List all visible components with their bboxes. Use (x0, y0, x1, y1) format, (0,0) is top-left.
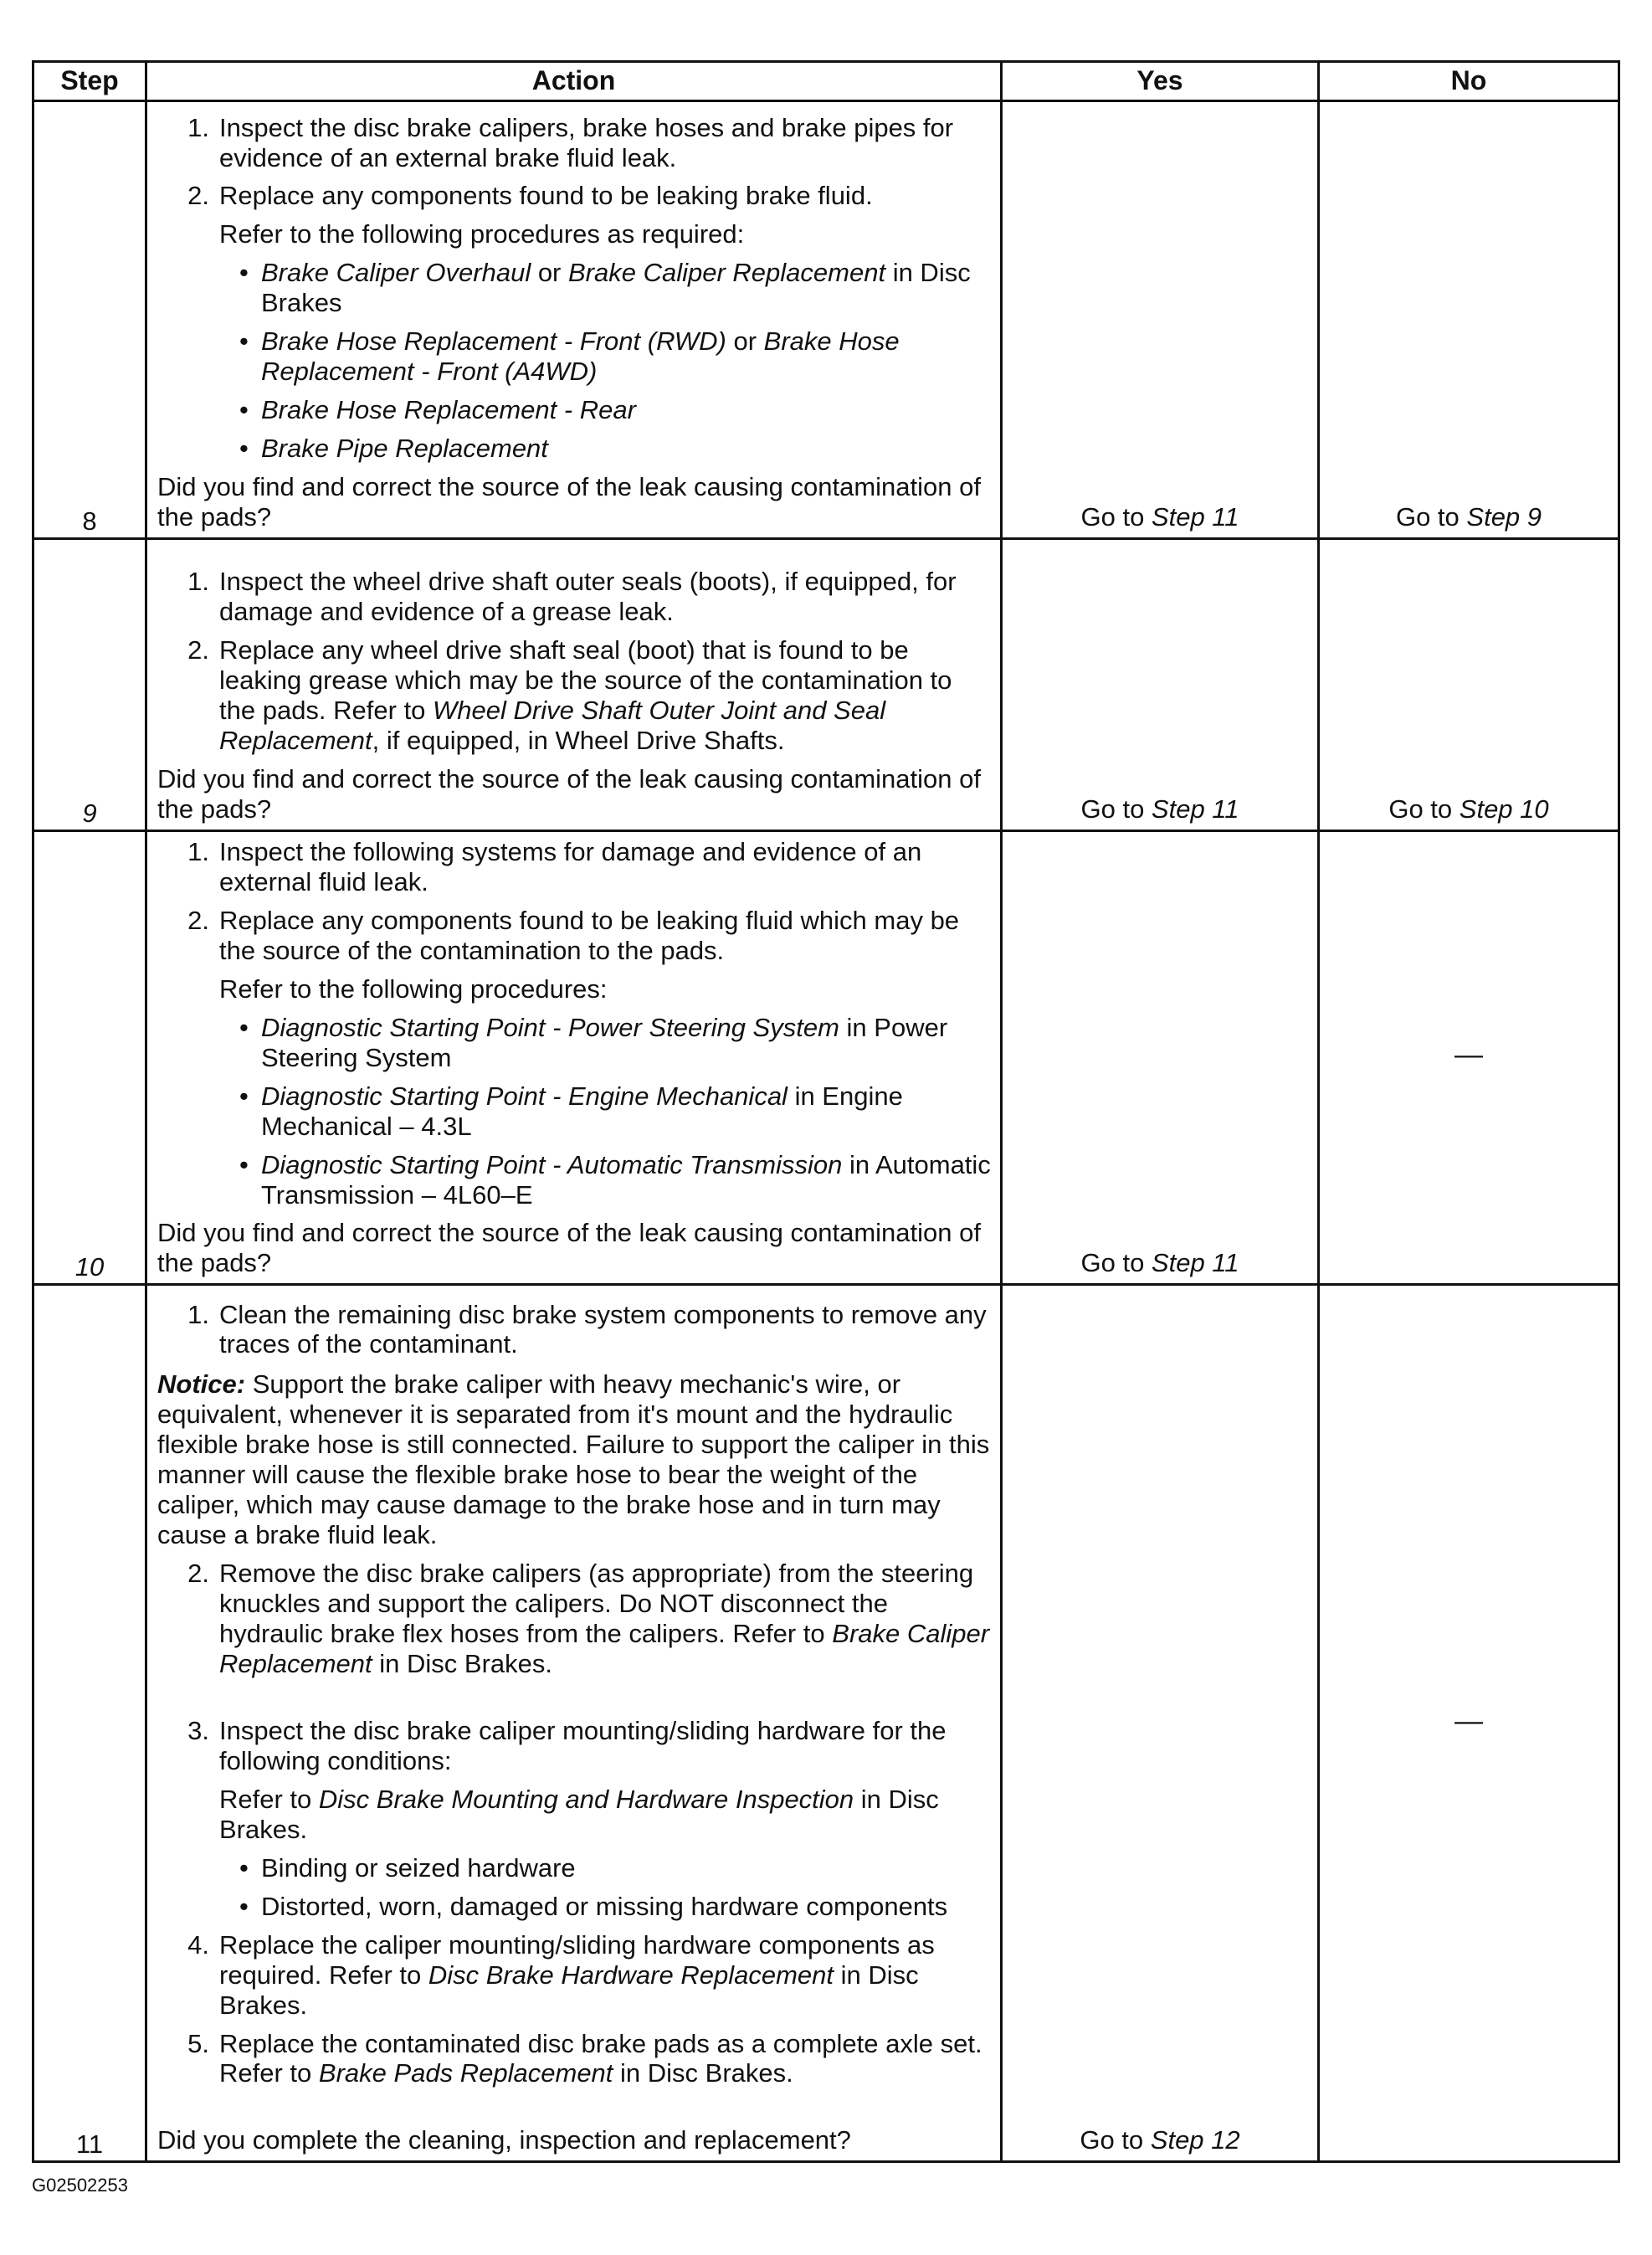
bullet-item (239, 1013, 992, 1073)
item-text: Replace any components found to be leaking brake fluid. (219, 181, 873, 211)
notice-body: Support the brake caliper with heavy mechanic's wire, or equivalent, whenever it is separated from it's mount and the hydraulic flexible brake hose is still connected. Failure to support the caliper in this manner will cause the flexible brake hose to bear the weight of the caliper, which may cause damage to the brake hose and in turn may cause a brake fluid leak. (157, 1369, 990, 1550)
goto-prefix: Go to (1080, 502, 1152, 532)
bullet-glyph: • (239, 395, 249, 425)
list-number: 2. (187, 635, 209, 665)
list-number: 1. (187, 1299, 209, 1329)
bullet-item (239, 326, 992, 387)
list-number: 3. (187, 1715, 209, 1745)
procedure-ref: Disc Brake Hardware Replacement (428, 1960, 834, 1990)
list-item (157, 1300, 992, 1360)
item-text: Replace any components found to be leaking fluid which may be the source of the contamination to the pads. (219, 905, 960, 965)
bullet-item (239, 1150, 992, 1210)
no-cell: — (1319, 831, 1619, 1285)
figure-code: G02502253 (32, 2175, 128, 2196)
list-item (157, 906, 992, 966)
list-item (157, 2029, 992, 2089)
item-text: Inspect the disc brake caliper mounting/sliding hardware for the following conditions: (219, 1715, 947, 1775)
bullet-item (239, 1853, 992, 1883)
procedure-ref: Brake Caliper Replacement (219, 1619, 990, 1678)
bullet-glyph: • (239, 258, 249, 288)
list-number: 1. (187, 837, 209, 866)
section-ref: in Automatic Transmission – 4L60–E (261, 1149, 991, 1210)
goto-prefix: Go to (1395, 502, 1467, 532)
list-number: 2. (187, 905, 209, 935)
item-text: Replace any wheel drive shaft seal (boot) that is found to be leaking grease which may be the source of the contamination to the pads. Refer to (219, 635, 952, 726)
table-row (33, 1285, 1619, 2162)
procedure-ref: Diagnostic Starting Point - Automatic Transmission (261, 1149, 843, 1179)
yes-cell (1002, 101, 1319, 539)
no-cell (1319, 101, 1619, 539)
list-number: 5. (187, 2028, 209, 2058)
question-text: Did you find and correct the source of the leak causing contamination of the pads? (157, 1218, 981, 1278)
bullet-glyph: • (239, 1012, 249, 1042)
action-cell (146, 831, 1002, 1285)
item-text: in Disc Brakes. (219, 1960, 919, 2020)
item-text: in Disc Brakes. (613, 2058, 793, 2088)
procedure-ref: Wheel Drive Shaft Outer Joint and Seal Replacement (219, 696, 886, 756)
goto-step-link[interactable]: Step 12 (1150, 2125, 1240, 2155)
refer-prefix: Refer to (219, 1784, 319, 1814)
refer-text (219, 1785, 992, 1845)
question-text: Did you find and correct the source of the leak causing contamination of the pads? (157, 764, 981, 824)
procedure-ref: Brake Caliper Replacement (568, 258, 886, 288)
item-text: Distorted, worn, damaged or missing hardware components (261, 1891, 948, 1921)
list-item (157, 181, 992, 211)
item-text: Replace the contaminated disc brake pads as a complete axle set. Refer to (219, 2028, 982, 2088)
refer-text: Refer to the following procedures: (219, 973, 608, 1004)
goto-prefix: Go to (1080, 794, 1152, 824)
bullet-item (239, 258, 992, 318)
section-ref: in Power Steering System (261, 1012, 948, 1072)
item-text: Inspect the following systems for damage and evidence of an external fluid leak. (219, 837, 922, 896)
list-number: 2. (187, 1559, 209, 1589)
table-row (33, 539, 1619, 831)
yes-cell (1002, 1285, 1319, 2162)
table-row (33, 831, 1619, 1285)
notice-text (157, 1369, 992, 1550)
header-yes: Yes (1002, 62, 1319, 101)
procedure-ref: Brake Hose Replacement - Front (RWD) (261, 326, 726, 357)
section-ref: in Engine Mechanical – 4.3L (261, 1081, 903, 1141)
refer-text: Refer to the following procedures as required: (219, 219, 745, 249)
bullet-item (239, 434, 992, 464)
yes-cell (1002, 539, 1319, 831)
bullet-glyph: • (239, 1081, 249, 1111)
list-item (157, 1930, 992, 2021)
list-number: 1. (187, 567, 209, 597)
goto-prefix: Go to (1080, 2125, 1151, 2155)
list-number: 1. (187, 112, 209, 142)
item-text: Inspect the wheel drive shaft outer seals (boots), if equipped, for damage and evidence of a grease leak. (219, 567, 957, 627)
bullet-glyph: • (239, 1891, 249, 1921)
section-ref: in Disc Brakes. (219, 1784, 939, 1844)
goto-step-link[interactable]: Step 11 (1151, 502, 1239, 532)
item-text: Inspect the disc brake calipers, brake hoses and brake pipes for evidence of an external brake fluid leak. (219, 112, 954, 172)
diagnostic-table (32, 60, 1620, 2163)
list-item (157, 1716, 992, 1776)
item-text: , if equipped, in Wheel Drive Shafts. (372, 726, 785, 756)
step-number: 8 (33, 101, 146, 539)
goto-step-link[interactable]: Step 9 (1466, 502, 1542, 532)
procedure-ref: Diagnostic Starting Point - Engine Mechanical (261, 1081, 788, 1111)
step-number: 9 (33, 539, 146, 831)
conjunction: or (531, 258, 568, 288)
notice-label: Notice: (157, 1369, 246, 1400)
item-text: Clean the remaining disc brake system components to remove any traces of the contaminant. (219, 1299, 987, 1359)
conjunction: or (726, 326, 764, 357)
question-text: Did you find and correct the source of the leak causing contamination of the pads? (157, 472, 981, 532)
question-text: Did you complete the cleaning, inspection and replacement? (157, 2125, 851, 2155)
bullet-item (239, 1081, 992, 1142)
list-item (157, 837, 992, 897)
goto-prefix: Go to (1080, 1248, 1152, 1278)
bullet-glyph: • (239, 1149, 249, 1179)
bullet-glyph: • (239, 1852, 249, 1883)
action-cell (146, 539, 1002, 831)
header-no: No (1319, 62, 1619, 101)
yes-cell (1002, 831, 1319, 1285)
procedure-ref: Brake Hose Replacement - Front (A4WD) (261, 326, 900, 387)
action-cell (146, 101, 1002, 539)
bullet-glyph: • (239, 434, 249, 464)
header-step: Step (33, 62, 146, 101)
bullet-item (239, 395, 992, 425)
goto-prefix: Go to (1388, 794, 1460, 824)
item-text: Remove the disc brake calipers (as appropriate) from the steering knuckles and support the calipers. Do NOT disconnect the hydraulic brake flex hoses from the calipers. Refer to (219, 1559, 974, 1649)
list-item (157, 567, 992, 627)
table-row (33, 101, 1619, 539)
list-number: 2. (187, 181, 209, 211)
item-text: Replace the caliper mounting/sliding hardware components as required. Refer to (219, 1929, 935, 1990)
list-item (157, 1559, 992, 1679)
bullet-item (239, 1892, 992, 1922)
list-number: 4. (187, 1929, 209, 1960)
item-text: Binding or seized hardware (261, 1852, 576, 1883)
table-header-row (33, 62, 1619, 101)
procedure-ref: Diagnostic Starting Point - Power Steering System (261, 1012, 839, 1042)
item-text: in Disc Brakes. (372, 1649, 552, 1678)
section-ref: in Disc Brakes (261, 258, 971, 318)
list-item (157, 635, 992, 756)
no-cell: — (1319, 1285, 1619, 2162)
goto-step-link[interactable]: Step 11 (1151, 1248, 1239, 1278)
step-number: 10 (33, 831, 146, 1285)
no-cell (1319, 539, 1619, 831)
procedure-ref: Disc Brake Mounting and Hardware Inspection (318, 1784, 854, 1814)
procedure-ref: Brake Hose Replacement - Rear (261, 395, 636, 425)
step-number: 11 (33, 1285, 146, 2162)
bullet-glyph: • (239, 326, 249, 357)
procedure-ref: Brake Caliper Overhaul (261, 258, 531, 288)
goto-step-link[interactable]: Step 10 (1459, 794, 1549, 824)
procedure-ref: Brake Pipe Replacement (261, 434, 548, 464)
list-item (157, 113, 992, 173)
action-cell (146, 1285, 1002, 2162)
goto-step-link[interactable]: Step 11 (1151, 794, 1239, 824)
procedure-ref: Brake Pads Replacement (318, 2058, 613, 2088)
header-action: Action (146, 62, 1002, 101)
